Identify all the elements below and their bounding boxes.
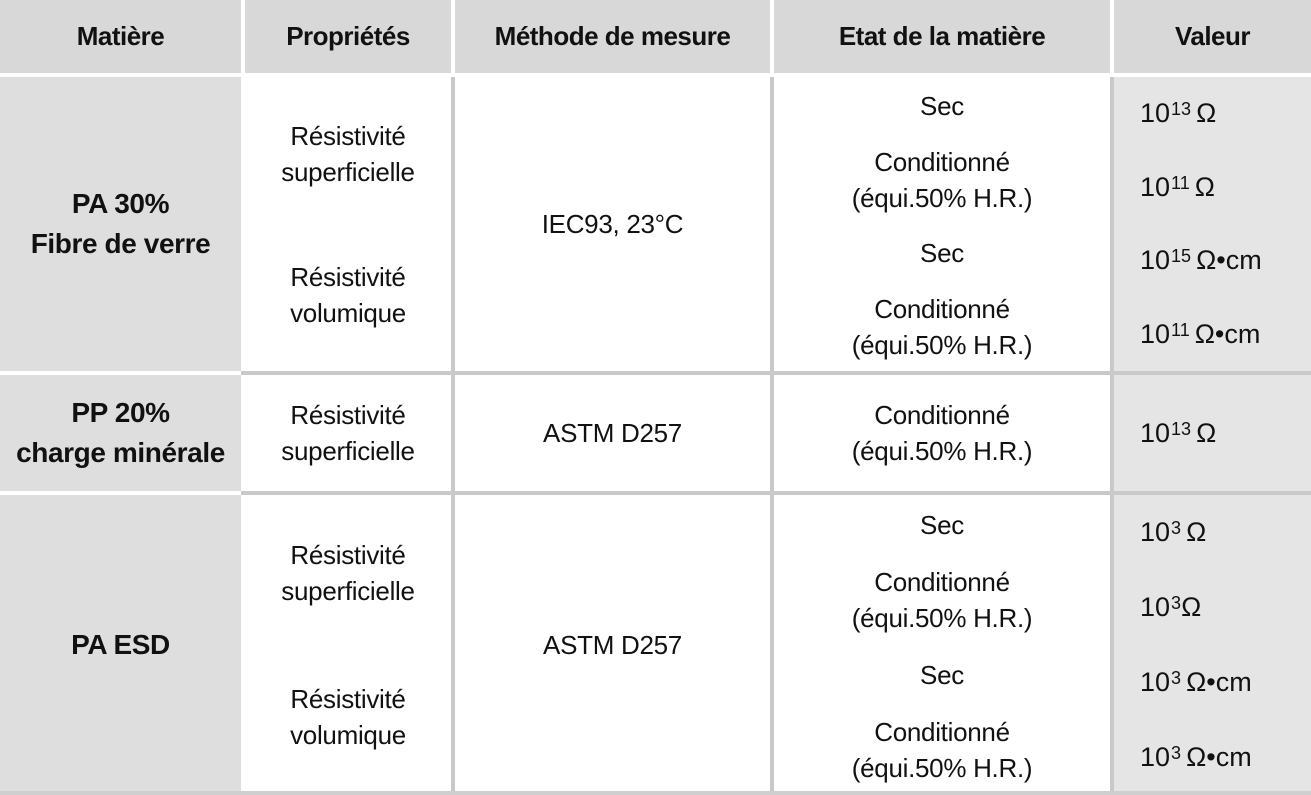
material-cell (0, 77, 241, 371)
material-line: PA 30% (71, 188, 170, 219)
state-line: (équi.50% H.R.) (851, 603, 1033, 633)
property-line: superficielle (281, 156, 415, 187)
state-cell (774, 705, 1110, 795)
value-unit: Ω•cm (1196, 245, 1262, 276)
state-line: Conditionné (874, 567, 1010, 597)
property-line: Résistivité (290, 261, 406, 292)
property-cell (245, 224, 451, 371)
header-matiere: Matière (0, 0, 241, 73)
value-base: 10 (1140, 171, 1171, 202)
value-cell (1114, 495, 1311, 570)
property-cell (245, 495, 451, 645)
property-column (245, 77, 451, 371)
property-line: Résistivité (290, 684, 406, 714)
header-etat: Etat de la matière (774, 0, 1110, 73)
state-cell (774, 375, 1110, 491)
value-base: 10 (1140, 592, 1171, 622)
header-proprietes: Propriétés (245, 0, 451, 73)
value-exponent: 3 (1171, 518, 1182, 538)
property-line: volumique (290, 297, 406, 328)
value-cell (1114, 151, 1311, 225)
method-cell: IEC93, 23°C (455, 77, 770, 371)
state-line: Conditionné (874, 717, 1010, 747)
value-exponent: 3 (1171, 668, 1182, 688)
state-line: (équi.50% H.R.) (851, 753, 1033, 783)
property-line: volumique (290, 720, 406, 750)
material-line: Fibre de verre (30, 228, 211, 259)
property-column (245, 495, 451, 795)
property-line: Résistivité (290, 400, 406, 430)
state-column (774, 77, 1110, 371)
value-unit: Ω (1196, 98, 1217, 129)
state-cell (774, 645, 1110, 705)
state-cell (774, 224, 1110, 283)
property-line: Résistivité (290, 120, 406, 151)
value-cell (1114, 224, 1311, 298)
state-line: Sec (920, 238, 964, 269)
value-unit: Ω•cm (1186, 667, 1252, 697)
value-unit: Ω (1181, 592, 1202, 622)
state-cell (774, 77, 1110, 136)
state-line: Conditionné (874, 293, 1010, 324)
material-line: charge minérale (16, 437, 225, 468)
property-cell (245, 77, 451, 224)
value-exponent: 13 (1171, 418, 1192, 439)
state-line: (équi.50% H.R.) (851, 436, 1033, 466)
state-line: Conditionné (874, 400, 1010, 430)
value-base: 10 (1140, 517, 1171, 547)
value-unit: Ω•cm (1194, 318, 1261, 349)
property-line: Résistivité (290, 540, 406, 570)
value-cell (1114, 77, 1311, 151)
value-base: 10 (1140, 667, 1171, 697)
state-line: Sec (920, 510, 964, 540)
state-line: (équi.50% H.R.) (851, 329, 1033, 360)
value-exponent: 11 (1171, 172, 1190, 193)
value-base: 10 (1140, 417, 1171, 448)
material-line: PA ESD (71, 629, 170, 660)
value-cell (1114, 570, 1311, 645)
value-base: 10 (1140, 742, 1171, 772)
value-base: 10 (1140, 318, 1171, 349)
material-line: PP 20% (71, 397, 170, 428)
material-cell (0, 495, 241, 795)
state-cell (774, 555, 1110, 645)
value-exponent: 13 (1171, 99, 1192, 120)
value-unit: Ω (1186, 517, 1207, 547)
value-exponent: 3 (1171, 743, 1182, 763)
state-cell (774, 495, 1110, 555)
state-cell (774, 136, 1110, 224)
value-exponent: 15 (1171, 246, 1192, 267)
property-cell (245, 645, 451, 795)
state-line: Conditionné (874, 146, 1010, 177)
property-line: superficielle (281, 436, 415, 466)
method-cell: ASTM D257 (455, 375, 770, 491)
value-base: 10 (1140, 98, 1171, 129)
state-column (774, 495, 1110, 795)
value-base: 10 (1140, 245, 1171, 276)
state-line: Sec (920, 660, 964, 690)
state-cell (774, 283, 1110, 371)
state-line: (équi.50% H.R.) (851, 182, 1033, 213)
property-cell (245, 375, 451, 491)
state-line: Sec (920, 91, 964, 122)
value-unit: Ω•cm (1186, 742, 1252, 772)
value-exponent: 11 (1171, 319, 1190, 340)
value-exponent: 3 (1171, 593, 1182, 613)
value-cell (1114, 645, 1311, 720)
material-cell (0, 375, 241, 491)
header-methode: Méthode de mesure (455, 0, 770, 73)
value-column (1114, 495, 1311, 795)
property-line: superficielle (281, 576, 415, 606)
value-unit: Ω (1196, 417, 1217, 448)
value-unit: Ω (1194, 171, 1215, 202)
method-cell: ASTM D257 (455, 495, 770, 795)
header-valeur: Valeur (1114, 0, 1311, 73)
value-cell (1114, 298, 1311, 372)
table-bottom-border (0, 791, 1311, 795)
value-cell (1114, 375, 1311, 491)
value-cell (1114, 720, 1311, 795)
value-column (1114, 77, 1311, 371)
